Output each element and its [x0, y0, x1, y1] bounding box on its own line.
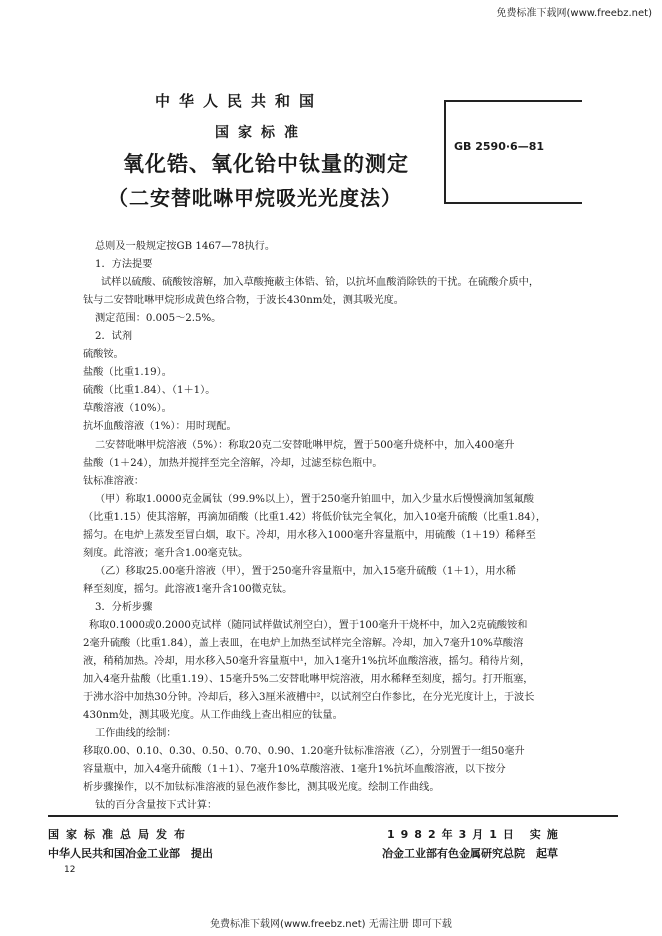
proposer-line: 中华人民共和国冶金工业部 提出 — [48, 847, 213, 860]
watermark-top: 免费标准下载网(www.freebz.net) — [496, 8, 652, 19]
paragraph: 摇匀。在电炉上蒸发至冒白烟，取下。冷却，用水移入1000毫升容量瓶中，用硫酸（1＋19）稀释至 — [83, 529, 536, 541]
paragraph: （乙）移取25.00毫升溶液（甲），置于250毫升容量瓶中，加入15毫升硫酸（1＋1），用水稀 — [95, 565, 516, 577]
body-text — [83, 238, 593, 816]
section-heading: 1．方法提要 — [95, 259, 153, 271]
drafter-line: 冶金工业部有色金属研究总院 起草 — [382, 847, 558, 860]
section-heading: 3．分析步骤 — [95, 601, 153, 613]
paragraph: 称取0.1000或0.2000克试样（随同试样做试剂空白），置于100毫升干烧杯中，加入2克硫酸铵和 — [89, 619, 528, 631]
footer-divider — [48, 815, 618, 817]
issuer-line: 国家标准总局发布 — [48, 828, 192, 841]
paragraph: 二安替吡啉甲烷溶液（5%）：称取20克二安替吡啉甲烷，置于500毫升烧杯中，加入400毫升 — [95, 439, 515, 451]
document-title: 氧化锆、氧化铪中钛量的测定 — [123, 152, 409, 176]
watermark-bottom: 免费标准下载网(www.freebz.net) 无需注册 即可下载 — [210, 919, 452, 930]
paragraph: 加入4毫升盐酸（比重1.19）、15毫升5%二安替吡啉甲烷溶液，用水稀释至刻度，摇匀。打开瓶塞， — [83, 674, 534, 686]
paragraph: 钛的百分含量按下式计算： — [95, 800, 218, 812]
standard-code: GB 2590·6—81 — [454, 140, 544, 153]
standard-type-heading: 国家标准 — [215, 125, 307, 141]
reagent-item: 硫酸（比重1.84）、（1＋1）。 — [83, 385, 216, 397]
paragraph: 液，稍稍加热。冷却，用水移入50毫升容量瓶中¹，加入1毫升1%抗坏血酸溶液，摇匀。稍待片刻， — [83, 656, 531, 668]
paragraph: 移取0.00、0.10、0.30、0.50、0.70、0.90、1.20毫升钛标准溶液（乙），分别置于一组50毫升 — [83, 746, 525, 758]
paragraph: 430nm处，测其吸光度。从工作曲线上查出相应的钛量。 — [83, 710, 343, 722]
page-number: 12 — [64, 865, 76, 875]
paragraph: 释至刻度，摇匀。此溶液1毫升含100微克钛。 — [83, 583, 293, 595]
paragraph: 于沸水浴中加热30分钟。冷却后，移入3厘米液槽中²，以试剂空白作参比，在分光光度计上，于波长 — [83, 692, 535, 704]
paragraph: 工作曲线的绘制： — [95, 728, 177, 740]
country-heading: 中华人民共和国 — [155, 92, 324, 110]
paragraph: 试样以硫酸、硫酸铵溶解，加入草酸掩蔽主体锆、铪，以抗坏血酸消除铁的干扰。在硫酸介质中， — [101, 277, 540, 289]
reagent-item: 草酸溶液（10%）。 — [83, 403, 172, 415]
paragraph: 容量瓶中，加入4毫升硫酸（1＋1）、7毫升10%草酸溶液、1毫升1%抗坏血酸溶液，以下按分 — [83, 764, 506, 776]
section-heading: 2．试剂 — [95, 331, 133, 343]
paragraph: 钛与二安替吡啉甲烷形成黄色络合物，于波长430nm处，测其吸光度。 — [83, 295, 404, 307]
paragraph: 析步骤操作，以不加钛标准溶液的显色液作参比，测其吸光度。绘制工作曲线。 — [83, 782, 440, 794]
paragraph: （甲）称取1.0000克金属钛（99.9%以上），置于250毫升铂皿中，加入少量水后慢慢滴加氢氟酸 — [95, 493, 534, 505]
document-subtitle: （二安替吡啉甲烷吸光光度法） — [108, 186, 402, 210]
paragraph: 盐酸（1＋24），加热并搅拌至完全溶解，冷却，过滤至棕色瓶中。 — [83, 457, 383, 469]
reagent-item: 盐酸（比重1.19）。 — [83, 367, 172, 379]
reagent-item: 硫酸铵。 — [83, 349, 124, 361]
paragraph: 钛标准溶液： — [83, 475, 145, 487]
paragraph: 测定范围：0.005～2.5%。 — [95, 313, 222, 325]
paragraph: 刻度。此溶液；毫升含1.00毫克钛。 — [83, 547, 249, 559]
paragraph: 总则及一般规定按GB 1467—78执行。 — [95, 241, 276, 252]
effective-date: 1982年3月1日 实施 — [387, 828, 564, 841]
paragraph: 2毫升硫酸（比重1.84），盖上表皿，在电炉上加热至试样完全溶解。冷却，加入7毫升10%草酸溶 — [83, 638, 524, 650]
reagent-item: 抗坏血酸溶液（1%）：用时现配。 — [83, 421, 237, 433]
paragraph: （比重1.15）使其溶解，再滴加硝酸（比重1.42）将低价钛完全氧化，加入10毫升硫酸（比重1.84）， — [83, 511, 547, 523]
